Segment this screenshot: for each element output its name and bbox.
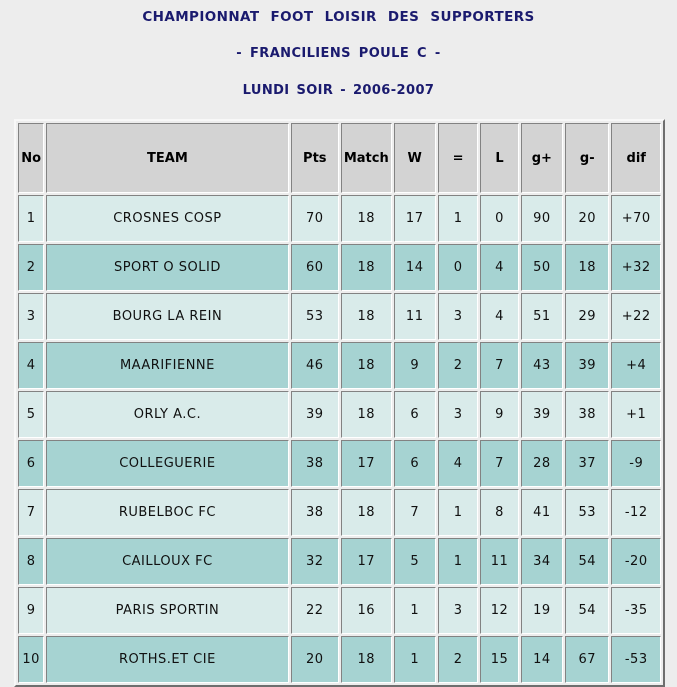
table-row xyxy=(18,587,661,634)
stat-cell-pts: 20 xyxy=(291,636,339,683)
stat-cell-wins: 11 xyxy=(394,293,436,340)
stat-cell-match: 16 xyxy=(341,587,391,634)
stat-cell-wins: 9 xyxy=(394,342,436,389)
stat-cell-goals-for: 28 xyxy=(521,440,563,487)
team-cell: PARIS SPORTIN xyxy=(46,587,288,634)
team-cell: SPORT O SOLID xyxy=(46,244,288,291)
stat-cell-goals-for: 41 xyxy=(521,489,563,536)
stat-cell-draws: 1 xyxy=(438,195,478,242)
stat-cell-no: 8 xyxy=(18,538,44,585)
page-title: CHAMPIONNAT FOOT LOISIR DES SUPPORTERS xyxy=(142,9,535,25)
stat-cell-goals-against: 54 xyxy=(565,538,609,585)
stat-cell-goal-diff: -53 xyxy=(611,636,661,683)
standings-table xyxy=(14,119,665,687)
stat-cell-match: 18 xyxy=(341,391,391,438)
stat-cell-no: 5 xyxy=(18,391,44,438)
stat-cell-goal-diff: +4 xyxy=(611,342,661,389)
page-header xyxy=(0,0,677,98)
column-header-losses: L xyxy=(480,123,518,193)
stat-cell-goals-against: 18 xyxy=(565,244,609,291)
stat-cell-goals-against: 29 xyxy=(565,293,609,340)
stat-cell-draws: 4 xyxy=(438,440,478,487)
column-header-goals-against: g- xyxy=(565,123,609,193)
team-cell: ROTHS.ET CIE xyxy=(46,636,288,683)
stat-cell-goals-against: 38 xyxy=(565,391,609,438)
stat-cell-goals-for: 39 xyxy=(521,391,563,438)
stat-cell-goal-diff: +22 xyxy=(611,293,661,340)
stat-cell-goals-for: 43 xyxy=(521,342,563,389)
header-row xyxy=(18,123,661,193)
stat-cell-goals-for: 50 xyxy=(521,244,563,291)
stat-cell-goals-for: 90 xyxy=(521,195,563,242)
team-cell: COLLEGUERIE xyxy=(46,440,288,487)
page-season: LUNDI SOIR - 2006-2007 xyxy=(242,83,435,98)
column-header-no: No xyxy=(18,123,44,193)
stat-cell-goals-against: 20 xyxy=(565,195,609,242)
team-cell: BOURG LA REIN xyxy=(46,293,288,340)
stat-cell-pts: 60 xyxy=(291,244,339,291)
stat-cell-pts: 70 xyxy=(291,195,339,242)
stat-cell-match: 17 xyxy=(341,538,391,585)
table-row xyxy=(18,195,661,242)
stat-cell-goal-diff: +1 xyxy=(611,391,661,438)
stat-cell-draws: 2 xyxy=(438,636,478,683)
column-header-team: TEAM xyxy=(46,123,288,193)
stat-cell-pts: 38 xyxy=(291,489,339,536)
column-header-match: Match xyxy=(341,123,391,193)
table-row xyxy=(18,440,661,487)
stat-cell-no: 7 xyxy=(18,489,44,536)
stat-cell-pts: 22 xyxy=(291,587,339,634)
stat-cell-goals-for: 19 xyxy=(521,587,563,634)
stat-cell-goal-diff: -9 xyxy=(611,440,661,487)
team-cell: RUBELBOC FC xyxy=(46,489,288,536)
stat-cell-losses: 4 xyxy=(480,293,518,340)
stat-cell-draws: 3 xyxy=(438,293,478,340)
stat-cell-losses: 7 xyxy=(480,440,518,487)
stat-cell-wins: 1 xyxy=(394,636,436,683)
column-header-goal-diff: dif xyxy=(611,123,661,193)
stat-cell-wins: 17 xyxy=(394,195,436,242)
stat-cell-wins: 6 xyxy=(394,391,436,438)
column-header-draws: = xyxy=(438,123,478,193)
stat-cell-pts: 32 xyxy=(291,538,339,585)
table-row xyxy=(18,489,661,536)
stat-cell-wins: 6 xyxy=(394,440,436,487)
stat-cell-goals-for: 51 xyxy=(521,293,563,340)
stat-cell-wins: 5 xyxy=(394,538,436,585)
stat-cell-match: 18 xyxy=(341,342,391,389)
stat-cell-no: 2 xyxy=(18,244,44,291)
stat-cell-losses: 7 xyxy=(480,342,518,389)
stat-cell-losses: 8 xyxy=(480,489,518,536)
stat-cell-pts: 53 xyxy=(291,293,339,340)
stat-cell-draws: 3 xyxy=(438,587,478,634)
stat-cell-goal-diff: +32 xyxy=(611,244,661,291)
column-header-wins: W xyxy=(394,123,436,193)
stat-cell-losses: 15 xyxy=(480,636,518,683)
stat-cell-goals-for: 34 xyxy=(521,538,563,585)
page-subtitle: - FRANCILIENS POULE C - xyxy=(236,46,441,61)
stat-cell-draws: 3 xyxy=(438,391,478,438)
stat-cell-losses: 0 xyxy=(480,195,518,242)
stat-cell-no: 3 xyxy=(18,293,44,340)
stat-cell-pts: 38 xyxy=(291,440,339,487)
stat-cell-match: 18 xyxy=(341,293,391,340)
stat-cell-no: 10 xyxy=(18,636,44,683)
team-cell: MAARIFIENNE xyxy=(46,342,288,389)
stat-cell-pts: 46 xyxy=(291,342,339,389)
stat-cell-losses: 4 xyxy=(480,244,518,291)
stat-cell-goals-against: 54 xyxy=(565,587,609,634)
stat-cell-losses: 12 xyxy=(480,587,518,634)
team-cell: CROSNES COSP xyxy=(46,195,288,242)
stat-cell-draws: 1 xyxy=(438,489,478,536)
stat-cell-wins: 14 xyxy=(394,244,436,291)
stat-cell-goals-against: 37 xyxy=(565,440,609,487)
stat-cell-goals-for: 14 xyxy=(521,636,563,683)
stat-cell-draws: 2 xyxy=(438,342,478,389)
column-header-goals-for: g+ xyxy=(521,123,563,193)
table-row xyxy=(18,538,661,585)
stat-cell-match: 18 xyxy=(341,636,391,683)
table-row xyxy=(18,391,661,438)
stat-cell-losses: 9 xyxy=(480,391,518,438)
stat-cell-goal-diff: -35 xyxy=(611,587,661,634)
table-row xyxy=(18,342,661,389)
stat-cell-goals-against: 53 xyxy=(565,489,609,536)
table-row xyxy=(18,244,661,291)
stat-cell-draws: 0 xyxy=(438,244,478,291)
stat-cell-match: 18 xyxy=(341,244,391,291)
table-row xyxy=(18,293,661,340)
table-row xyxy=(18,636,661,683)
stat-cell-goal-diff: -20 xyxy=(611,538,661,585)
team-cell: ORLY A.C. xyxy=(46,391,288,438)
stat-cell-goals-against: 39 xyxy=(565,342,609,389)
stat-cell-no: 4 xyxy=(18,342,44,389)
stat-cell-goals-against: 67 xyxy=(565,636,609,683)
team-cell: CAILLOUX FC xyxy=(46,538,288,585)
column-header-pts: Pts xyxy=(291,123,339,193)
stat-cell-no: 9 xyxy=(18,587,44,634)
stat-cell-no: 1 xyxy=(18,195,44,242)
stat-cell-no: 6 xyxy=(18,440,44,487)
table-body xyxy=(18,195,661,683)
stat-cell-wins: 7 xyxy=(394,489,436,536)
stat-cell-match: 18 xyxy=(341,195,391,242)
stat-cell-goal-diff: -12 xyxy=(611,489,661,536)
stat-cell-wins: 1 xyxy=(394,587,436,634)
stat-cell-pts: 39 xyxy=(291,391,339,438)
stat-cell-goal-diff: +70 xyxy=(611,195,661,242)
stat-cell-match: 18 xyxy=(341,489,391,536)
stat-cell-losses: 11 xyxy=(480,538,518,585)
stat-cell-match: 17 xyxy=(341,440,391,487)
stat-cell-draws: 1 xyxy=(438,538,478,585)
